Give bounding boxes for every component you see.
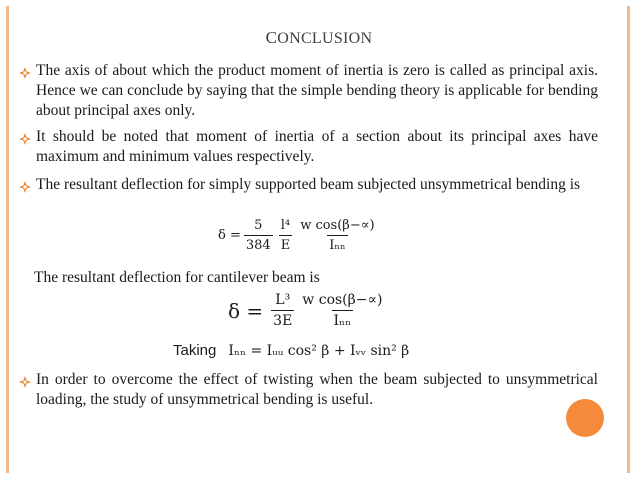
fraction: $\frac{\text{w cos(β−∝)}}{\text{Iₙₙ}}$ bbox=[300, 218, 375, 253]
equation-simply-supported bbox=[218, 218, 380, 253]
left-border-line bbox=[6, 6, 9, 473]
fraction: $\frac{\text{l⁴}}{E}$ bbox=[280, 218, 291, 253]
equation-cantilever bbox=[228, 292, 387, 329]
taking-label: Taking bbox=[173, 342, 217, 359]
bullet-text-moment-of-inertia: It should be noted that moment of inertia of a section about its principal axes have maximum and minimum values respectively. bbox=[36, 128, 598, 165]
bullet-text-simply-supported: The resultant deflection for simply supported beam subjected unsymmetrical bending is bbox=[36, 176, 581, 193]
equation-lhs: δ = bbox=[218, 228, 241, 243]
taking-formula: Iₙₙ = Iᵤᵤ cos² β + Iᵥᵥ sin² β bbox=[228, 342, 410, 359]
bullet-icon bbox=[18, 180, 32, 194]
cantilever-text: The resultant deflection for cantilever beam is bbox=[34, 269, 320, 286]
bullet-icon bbox=[18, 375, 32, 389]
bullet-text-principal-axis: The axis of about which the product moment of inertia is zero is called as principal axis. Hence we can conclude by saying that the simple bending theory is applicable for bending about principal axes only. bbox=[36, 62, 598, 119]
fraction: $\frac{\text{L³}}{3E}$ bbox=[273, 292, 293, 329]
fraction: $\frac{5}{384}$ bbox=[245, 218, 271, 253]
bullet-icon bbox=[18, 66, 32, 80]
slide-title: CONCLUSION bbox=[265, 28, 373, 47]
bullet-text-twisting: In order to overcome the effect of twisting when the beam subjected to unsymmetrical loading, the study of unsymmetrical bending is useful. bbox=[36, 371, 598, 408]
bullet-icon bbox=[18, 132, 32, 146]
fraction: $\frac{\text{w cos(β−∝)}}{\text{Iₙₙ}}$ bbox=[302, 292, 383, 329]
equation-lhs: δ = bbox=[228, 298, 264, 323]
taking-line bbox=[173, 342, 409, 359]
decorative-orange-circle bbox=[566, 399, 604, 437]
right-border-line bbox=[627, 6, 630, 473]
